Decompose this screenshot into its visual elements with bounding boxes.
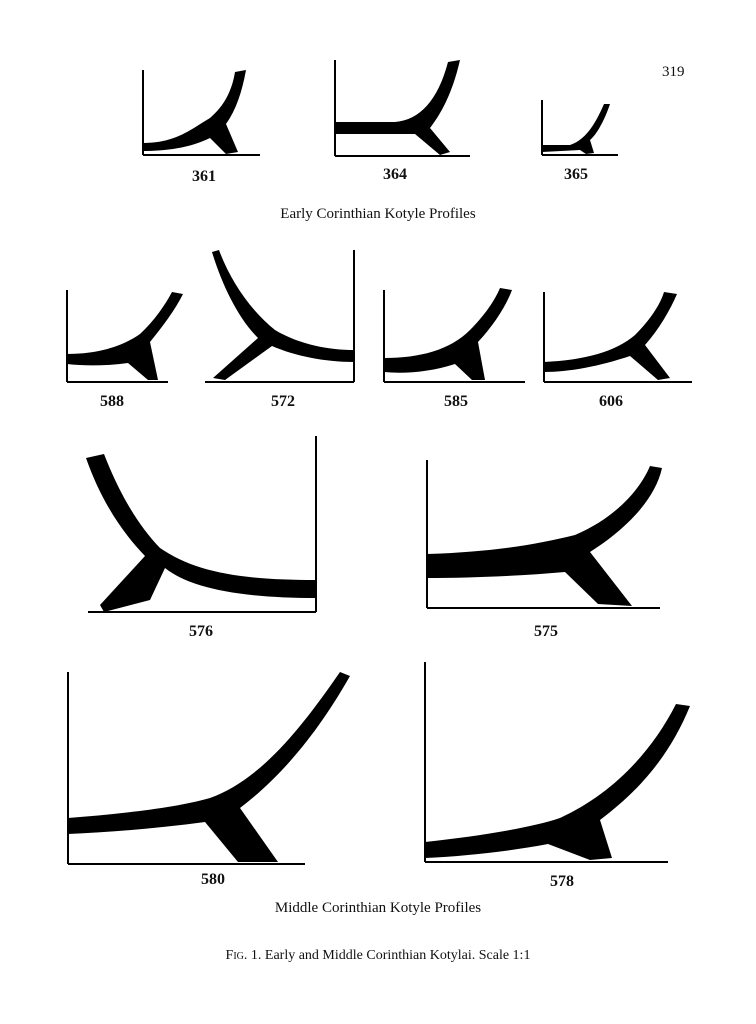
profile-drawing-576 — [86, 436, 316, 612]
profile-drawing-364 — [335, 60, 470, 156]
profile-label: 575 — [534, 623, 558, 640]
middle-section-caption: Middle Corinthian Kotyle Profiles — [274, 900, 482, 916]
profile-drawing-575 — [427, 460, 662, 608]
profile-drawing-578 — [425, 662, 690, 862]
profile-label: 364 — [383, 166, 407, 183]
page-number: 319 — [662, 64, 685, 80]
profile-drawing-585 — [384, 288, 525, 382]
profile-label: 580 — [201, 871, 225, 888]
profile-drawing-606 — [544, 292, 692, 382]
profile-drawing-361 — [143, 70, 260, 155]
profile-drawing-572 — [205, 250, 354, 382]
profile-label: 585 — [444, 393, 468, 410]
profile-drawing-580 — [68, 672, 350, 864]
profile-label: 588 — [100, 393, 124, 410]
profile-label: 576 — [189, 623, 213, 640]
early-section-caption: Early Corinthian Kotyle Profiles — [280, 206, 476, 222]
figure-caption-text: 1. Early and Middle Corinthian Kotylai. Scale 1:1 — [247, 948, 531, 963]
figure-caption-prefix: Fig. — [225, 948, 248, 963]
profile-label: 361 — [192, 168, 216, 185]
profile-label: 578 — [550, 873, 574, 890]
profile-label: 606 — [599, 393, 623, 410]
profile-label: 365 — [564, 166, 588, 183]
figure-caption — [0, 948, 756, 964]
profile-drawing-588 — [67, 290, 183, 382]
profile-drawing-365 — [542, 100, 618, 155]
profile-label: 572 — [271, 393, 295, 410]
